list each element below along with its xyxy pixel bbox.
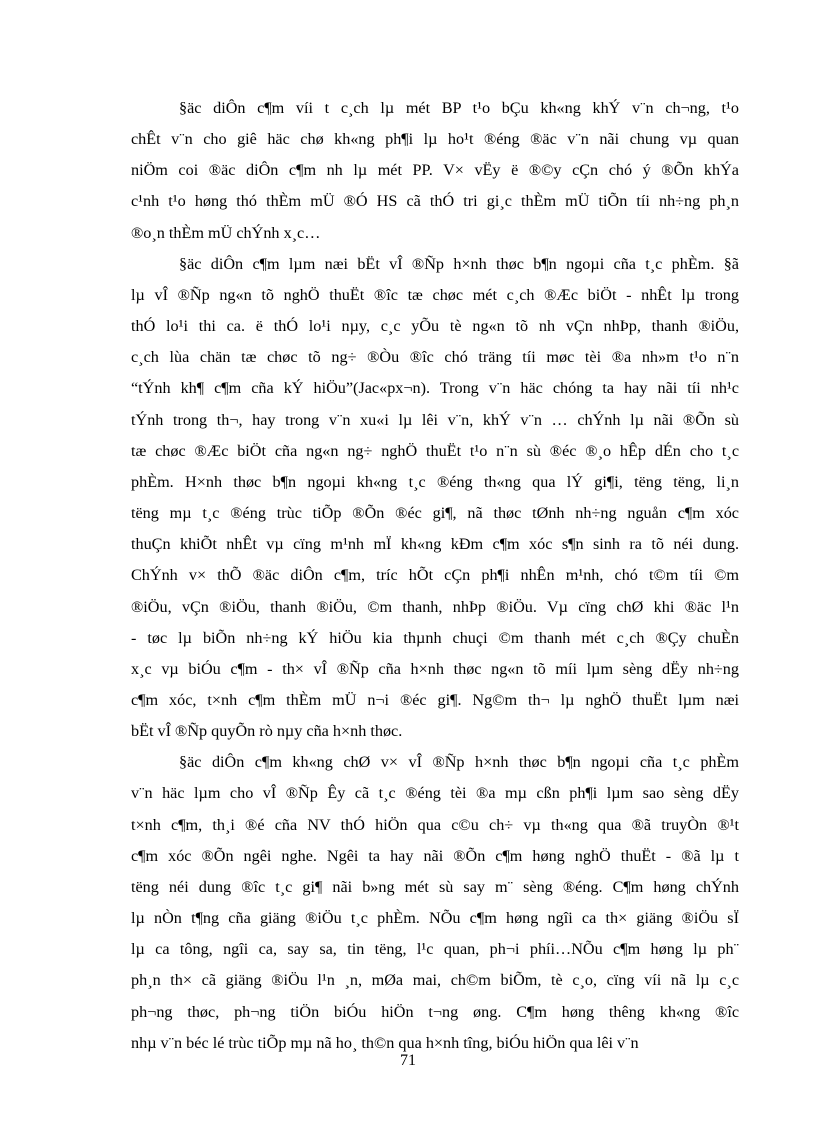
text-line: phÈm. H×nh thøc b¶n ngoµi kh«ng t¸c ®éng th«ng qua lÝ gi¶i, tëng tëng, li¸n [131,472,739,491]
text-line: chÊt v¨n cho giê häc chø kh«ng ph¶i lµ ho¹t ®éng ®äc v¨n nãi chung vµ quan [131,130,739,149]
text-line: v¨n häc lµm cho vÎ ®Ñp Êy cã t¸c ®éng tèi ®a mµ cßn ph¶i lµm sao sèng dËy [131,784,739,803]
text-line: lµ nÒn t¶ng cña giäng ®iÖu t¸c phÈm. NÕu c¶m høng ngîi ca th× giäng ®iÖu sÏ [131,909,739,928]
text-line: tëng mµ t¸c ®éng trùc tiÕp ®Õn ®éc gi¶, nã thøc tØnh nh÷ng nguån c¶m xóc [131,504,739,523]
text-line: ®o¸n thÈm mÜ chÝnh x¸c… [131,223,321,242]
text-line: ChÝnh v× thÕ ®äc diÔn c¶m, tríc hÕt cÇn ph¶i nhÊn m¹nh, chó t©m tíi ©m [131,566,739,585]
text-line: lµ vÎ ®Ñp ng«n tõ nghÖ thuËt ®îc tæ chøc mét c¸ch ®Æc biÖt - nhÊt lµ trong [131,285,739,304]
text-line: tëng néi dung ®îc t¸c gi¶ nãi b»ng mét sù say m¨ sèng ®éng. C¶m høng chÝnh [131,877,739,896]
text-line: lµ ca tông, ngîi ca, say sa, tin tëng, l¹c quan, ph¬i phíi…NÕu c¶m høng lµ ph¨ [131,940,739,959]
text-line: ®iÖu, vÇn ®iÖu, thanh ®iÖu, ©m thanh, nhÞp ®iÖu. Vµ cïng chØ khi ®äc l¹n [131,597,739,616]
text-line: ph¬ng thøc, ph¬ng tiÖn biÓu hiÖn t¬ng øng. C¶m høng thêng kh«ng ®îc [131,1002,739,1021]
body-text [131,93,739,1059]
text-line: thÓ lo¹i thi ca. ë thÓ lo¹i nµy, c¸c yÕu tè ng«n tõ nh vÇn nhÞp, thanh ®iÖu, [131,317,739,336]
text-line: bËt vÎ ®Ñp quyÕn rò nµy cña h×nh thøc. [131,722,403,741]
text-line: t×nh c¶m, th¸i ®é cña NV thÓ hiÖn qua c©u ch÷ vµ th«ng qua ®ã truyÒn ®¹t [131,815,739,834]
text-line: tÝnh trong th¬, hay trong v¨n xu«i lµ lêi v¨n, khÝ v¨n … chÝnh lµ nãi ®Õn sù [131,410,739,429]
text-line: c¶m xóc ®Õn ngêi nghe. Ngêi ta hay nãi ®Õn c¶m høng nghÖ thuËt - ®ã lµ t [131,846,739,865]
text-line: ph¸n th× cã giäng ®iÖu l¹n ¸n, mØa mai, ch©m biÕm, tè c¸o, cïng víi nã lµ c¸c [131,971,739,990]
paragraph-3 [131,747,739,1059]
text-line: §äc diÔn c¶m víi t c¸ch lµ mét BP t¹o bÇu kh«ng khÝ v¨n ch¬ng, t¹o [179,99,739,117]
text-line: thuÇn khiÕt nhÊt vµ cïng m¹nh mÏ kh«ng kÐm c¶m xóc s¶n sinh ra tõ néi dung. [131,535,739,554]
text-line: niÖm coi ®äc diÔn c¶m nh lµ mét PP. V× vËy ë ®©y cÇn chó ý ®Õn khÝa [131,161,739,180]
text-line: nhµ v¨n béc lé trùc tiÕp mµ nã ho¸ th©n qua h×nh tîng, biÓu hiÖn qua lêi v¨n [131,1033,639,1052]
text-line: - tøc lµ biÕn nh÷ng kÝ hiÖu kia thµnh chuçi ©m thanh mét c¸ch ®Çy chuÈn [131,628,739,647]
text-line: §äc diÔn c¶m lµm næi bËt vÎ ®Ñp h×nh thøc b¶n ngoµi cña t¸c phÈm. §ã [179,254,739,273]
text-line: x¸c vµ biÓu c¶m - th× vÎ ®Ñp cña h×nh thøc ng«n tõ míi lµm sèng dËy nh÷ng [131,659,739,678]
paragraph-2 [131,249,739,748]
text-line: “tÝnh kh¶ c¶m cña kÝ hiÖu”(Jac«px¬n). Trong v¨n häc chóng ta hay nãi tíi nh¹c [131,379,739,398]
paragraph-1 [131,93,739,249]
text-line: c¶m xóc, t×nh c¶m thÈm mÜ n¬i ®éc gi¶. Ng©m th¬ lµ nghÖ thuËt lµm næi [131,690,739,709]
text-line: tæ chøc ®Æc biÖt cña ng«n ng÷ nghÖ thuËt t¹o n¨n sù ®éc ®¸o hÊp dÉn cho t¸c [131,441,739,460]
text-line: c¸ch lùa chän tæ chøc tõ ng÷ ®Òu ®îc chó träng tíi møc tèi ®a nh»m t¹o n¨n [131,348,739,367]
page-number: 71 [400,1052,416,1069]
text-line: c¹nh t¹o høng thó thÈm mÜ ®Ó HS cã thÓ tri gi¸c thÈm mÜ tiÕn tíi nh÷ng ph¸n [131,192,739,211]
text-line: §äc diÔn c¶m kh«ng chØ v× vÎ ®Ñp h×nh thøc b¶n ngoµi cña t¸c phÈm [179,753,739,772]
